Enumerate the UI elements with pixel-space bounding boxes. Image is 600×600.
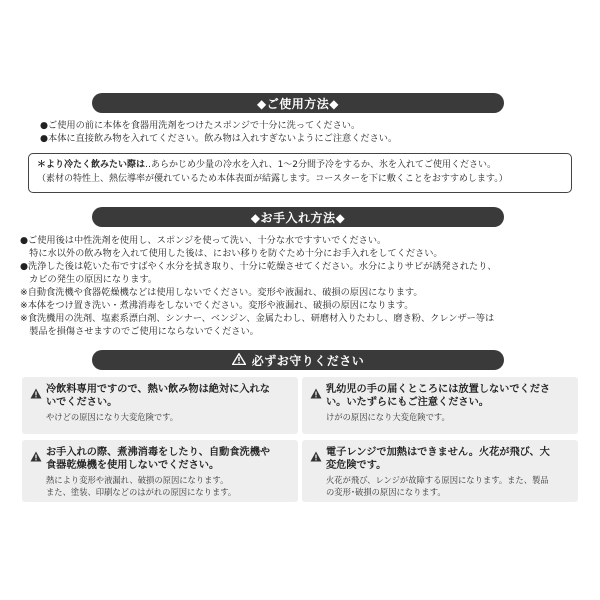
- list-item: カビの発生の原因になります。: [20, 274, 158, 285]
- warning-section-header: [92, 350, 504, 370]
- warning-title-line: 電子レンジで加熱はできません。火花が飛び、大: [326, 447, 550, 458]
- note-line-2: （素材の特性上、熱伝導率が優れているため本体表面が結露します。コースターを下に敷くことをおすすめします。）: [37, 174, 508, 184]
- usage-section-header: [92, 93, 504, 113]
- warning-triangle-icon: [30, 447, 42, 466]
- list-item: ●ご使用後は中性洗剤を使用し、スポンジを使って洗い、十分な水ですすいでください。: [20, 235, 387, 246]
- warning-title-line: お手入れの際、煮沸消毒をしたり、自動食洗機や: [46, 447, 271, 458]
- warning-title-line: い。いたずらにもご注意ください。: [326, 397, 489, 408]
- warning-title-line: 食器乾燥機を使用しないでください。: [46, 460, 220, 471]
- usage-bullet-list: [40, 119, 397, 145]
- list-item: ※本体をつけ置き洗い・煮沸消毒をしないでください。変形や液漏れ、破損の原因になります。: [20, 300, 414, 311]
- warning-desc-line: 熱により変形や液漏れ、破損の原因になります。: [46, 475, 229, 485]
- warning-desc-line: また、塗装、印刷などのはがれの原因になります。: [46, 487, 237, 497]
- warning-title: [46, 383, 270, 409]
- warning-triangle-icon: [310, 384, 322, 403]
- warning-title-line: 乳幼児の手の届くところには放置しないでくださ: [326, 384, 551, 395]
- warning-description: [326, 411, 570, 423]
- warning-description: [46, 411, 290, 423]
- warning-title: [326, 383, 550, 409]
- care-bullet-list: [20, 234, 497, 338]
- warning-box-microwave: [302, 440, 578, 502]
- warning-box-cold-only: [22, 377, 298, 434]
- warning-triangle-icon: [232, 353, 246, 368]
- warning-description: [46, 474, 290, 498]
- list-item: ●本体に直接飲み物を入れてください。飲み物は入れすぎないようにご注意ください。: [40, 133, 398, 144]
- usage-header-text: ◆ご使用方法◆: [257, 96, 339, 111]
- note-emphasis: ＊より冷たく飲みたい際は: [37, 160, 146, 170]
- warning-desc-line: やけどの原因になり大変危険です。: [46, 412, 179, 422]
- warning-box-dishwasher: [22, 440, 298, 502]
- warning-desc-line: けがの原因になり大変危険です。: [326, 412, 450, 422]
- care-header-text: ◆お手入れ方法◆: [250, 210, 346, 225]
- warning-title-line: いでください。: [46, 397, 118, 408]
- warning-title-line: 冷飲料専用ですので、熱い飲み物は絶対に入れな: [46, 384, 270, 395]
- note-line-1: [37, 158, 563, 172]
- warning-title: [46, 446, 270, 472]
- list-item: ※食洗機用の洗剤、塩素系漂白剤、シンナー、ベンジン、金属たわし、研磨材入りたわし、磨き粉、クレンザー等は: [20, 313, 495, 324]
- list-item: ●ご使用の前に本体を食器用洗剤をつけたスポンジで十分に洗ってください。: [40, 120, 361, 131]
- cold-drink-note-box: [28, 153, 572, 193]
- warning-description: [326, 474, 570, 498]
- warning-triangle-icon: [310, 447, 322, 466]
- list-item: 特に水以外の飲み物を入れて使用した後は、におい移りを防ぐため十分にお手入れをしてください。: [20, 248, 443, 259]
- list-item: ※自動食洗機や食器乾燥機などは使用しないでください。変形や液漏れ、破損の原因になります。: [20, 287, 423, 298]
- warning-box-children: [302, 377, 578, 434]
- warning-desc-line: の変形･破損の原因になります。: [326, 487, 446, 497]
- warning-title: [326, 446, 550, 472]
- note-line-1-text: ‥あらかじめ少量の冷水を入れ、1〜2分間予冷をするか、氷を入れてご使用ください。: [145, 160, 497, 170]
- list-item: ●洗浄した後は乾いた布ですばやく水分を拭き取り、十分に乾燥させてください。水分によりサビが誘発されたり、: [20, 261, 497, 272]
- care-section-header: [92, 207, 504, 227]
- warning-triangle-icon: [30, 384, 42, 403]
- warning-desc-line: 火花が飛び、レンジが故障する原因になります。また、製品: [326, 475, 549, 485]
- warning-title-line: 変危険です。: [326, 460, 387, 471]
- warning-header-text: 必ずお守りください: [251, 353, 365, 368]
- list-item: 製品を損傷させますのでご使用にならないでください。: [20, 326, 259, 337]
